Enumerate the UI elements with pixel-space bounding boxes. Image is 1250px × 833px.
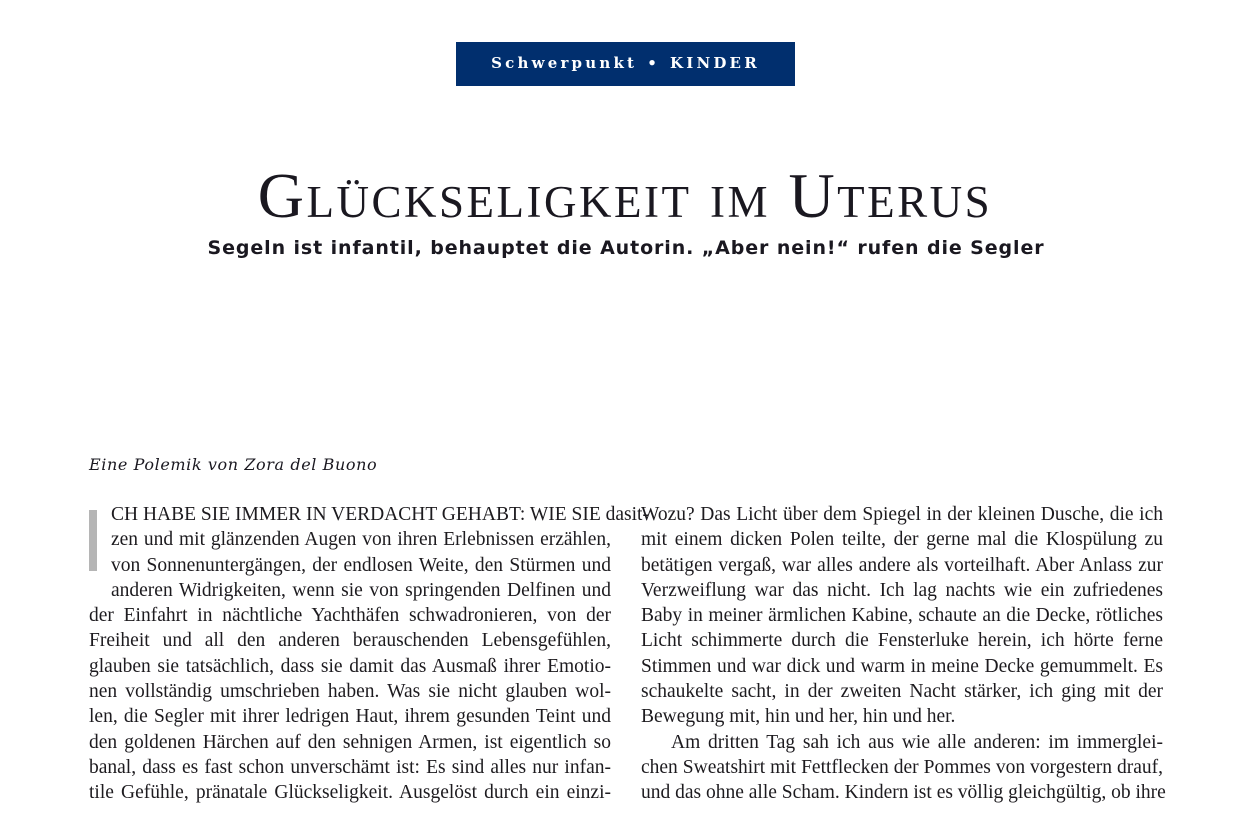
- article-byline: Eine Polemik von Zora del Buono: [89, 455, 378, 474]
- text-line: CH HABE SIE IMMER IN VERDACHT GEHABT: WIE SIE dasit-: [111, 504, 649, 525]
- text-line: len, die Segler mit ihrer ledrigen Haut, ihrem gesunden Teint und: [89, 706, 611, 728]
- text-column-right: [641, 502, 1166, 806]
- text-line: Stimmen und war dick und warm in meine Decke gemummelt. Es: [641, 655, 1163, 677]
- article-title: Glückseligkeit im Uterus: [257, 160, 993, 231]
- separator-dot: •: [647, 54, 660, 72]
- text-line: Wozu? Das Licht über dem Spiegel in der kleinen Dusche, die ich: [641, 504, 1163, 525]
- text-line: mit einem dicken Polen teilte, der gerne mal die Klospülung zu: [641, 529, 1163, 551]
- text-line: tile Gefühle, pränatale Glückseligkeit. Ausgelöst durch ein einzi-: [89, 782, 611, 804]
- text-line: nen vollständig umschrieben haben. Was sie nicht glauben wol-: [89, 681, 611, 703]
- text-line: chen Sweatshirt mit Fettflecken der Pommes von vorgestern drauf,: [641, 756, 1163, 778]
- section-label: Schwerpunkt: [491, 54, 638, 72]
- text-line: Licht schimmerte durch die Fensterluke herein, ich hörte ferne: [641, 630, 1163, 652]
- text-line: und das ohne alle Scham. Kindern ist es völlig gleichgültig, ob ihre: [641, 782, 1166, 804]
- text-line: der Einfahrt in nächtliche Yachthäfen schwadronieren, von der: [89, 605, 611, 627]
- article-subtitle: Segeln ist infantil, behauptet die Autorin. „Aber nein!“ rufen die Segler: [207, 237, 1045, 259]
- text-line: Baby in meiner ärmlichen Kabine, schaute an die Decke, rötliches: [641, 605, 1163, 627]
- text-line: betätigen vergaß, war alles andere als vorteilhaft. Aber Anlass zur: [641, 554, 1163, 576]
- text-line: banal, dass es fast schon unverschämt ist: Es sind alles nur infan-: [89, 756, 611, 778]
- section-badge: [456, 42, 795, 86]
- text-line: zen und mit glänzenden Augen von ihren Erlebnissen erzählen,: [111, 529, 611, 551]
- text-line: Verzweiflung war das nicht. Ich lag nachts wie ein zufriedenes: [641, 579, 1163, 601]
- section-topic: KINDER: [669, 54, 760, 72]
- text-line: den goldenen Härchen auf den sehnigen Armen, ist eigentlich so: [89, 731, 611, 753]
- text-line: glauben sie tatsächlich, dass sie damit das Ausmaß ihrer Emotio-: [89, 655, 611, 677]
- text-line: Am dritten Tag sah ich aus wie alle anderen: im immerglei-: [671, 731, 1163, 753]
- text-line: Bewegung mit, hin und her, hin und her.: [641, 706, 956, 728]
- text-line: anderen Widrigkeiten, wenn sie von springenden Delfinen und: [111, 579, 611, 601]
- text-line: Freiheit und all den anderen berauschenden Lebensgefühlen,: [89, 630, 611, 652]
- text-line: von Sonnenuntergängen, der endlosen Weite, den Stürmen und: [111, 554, 611, 576]
- text-line: schaukelte sacht, in der zweiten Nacht stärker, ich ging mit der: [641, 681, 1163, 703]
- text-column-left: [89, 502, 649, 806]
